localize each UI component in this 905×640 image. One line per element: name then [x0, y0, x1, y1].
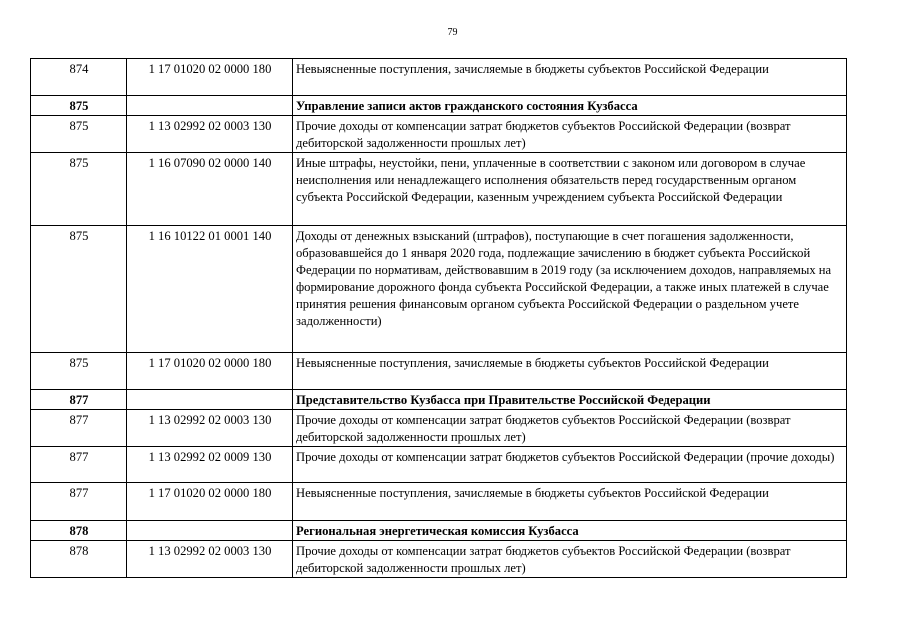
table-row [31, 447, 847, 483]
admin-code-cell: 875 [31, 226, 127, 353]
admin-code-cell: 875 [31, 153, 127, 226]
budget-code-cell [127, 521, 293, 541]
admin-code-cell: 877 [31, 447, 127, 483]
section-title-cell: Управление записи актов гражданского состояния Кузбасса [293, 96, 847, 116]
budget-code-cell: 1 13 02992 02 0003 130 [127, 410, 293, 447]
admin-code-cell: 877 [31, 410, 127, 447]
budget-code-cell: 1 13 02992 02 0003 130 [127, 541, 293, 578]
admin-code-cell: 874 [31, 59, 127, 96]
section-title-cell: Представительство Кузбасса при Правительстве Российской Федерации [293, 390, 847, 410]
budget-code-cell [127, 390, 293, 410]
revenue-name-cell: Прочие доходы от компенсации затрат бюджетов субъектов Российской Федерации (прочие доходы) [293, 447, 847, 483]
budget-code-cell [127, 96, 293, 116]
admin-code-cell: 875 [31, 353, 127, 390]
section-header-row [31, 521, 847, 541]
admin-code-cell: 875 [31, 96, 127, 116]
revenue-name-cell: Доходы от денежных взысканий (штрафов), поступающие в счет погашения задолженности, образовавшейся до 1 января 2020 года, подлежащие зачислению в бюджет субъекта Российской Федерации по нормативам, действовавшим в 2019 году (за исключением доходов, направляемых на формирование дорожного фонда субъекта Российской Федерации, а также иных платежей в случае принятия решения финансовым органом субъекта Российской Федерации о раздельном учете задолженности) [293, 226, 847, 353]
revenue-name-cell: Прочие доходы от компенсации затрат бюджетов субъектов Российской Федерации (возврат дебиторской задолженности прошлых лет) [293, 410, 847, 447]
budget-code-cell: 1 16 07090 02 0000 140 [127, 153, 293, 226]
table-row [31, 116, 847, 153]
table-row [31, 59, 847, 96]
table-row [31, 541, 847, 578]
table-row [31, 410, 847, 447]
revenue-name-cell: Невыясненные поступления, зачисляемые в бюджеты субъектов Российской Федерации [293, 59, 847, 96]
revenue-name-cell: Невыясненные поступления, зачисляемые в бюджеты субъектов Российской Федерации [293, 353, 847, 390]
section-header-row [31, 390, 847, 410]
admin-code-cell: 875 [31, 116, 127, 153]
revenue-name-cell: Прочие доходы от компенсации затрат бюджетов субъектов Российской Федерации (возврат дебиторской задолженности прошлых лет) [293, 116, 847, 153]
table-row [31, 483, 847, 521]
section-title-cell: Региональная энергетическая комиссия Кузбасса [293, 521, 847, 541]
admin-code-cell: 878 [31, 521, 127, 541]
table-row [31, 153, 847, 226]
budget-code-cell: 1 16 10122 01 0001 140 [127, 226, 293, 353]
budget-code-cell: 1 17 01020 02 0000 180 [127, 353, 293, 390]
revenue-name-cell: Невыясненные поступления, зачисляемые в бюджеты субъектов Российской Федерации [293, 483, 847, 521]
budget-code-cell: 1 13 02992 02 0009 130 [127, 447, 293, 483]
admin-code-cell: 877 [31, 483, 127, 521]
revenue-name-cell: Прочие доходы от компенсации затрат бюджетов субъектов Российской Федерации (возврат дебиторской задолженности прошлых лет) [293, 541, 847, 578]
table-row [31, 353, 847, 390]
budget-code-cell: 1 13 02992 02 0003 130 [127, 116, 293, 153]
section-header-row [31, 96, 847, 116]
revenue-name-cell: Иные штрафы, неустойки, пени, уплаченные в соответствии с законом или договором в случае неисполнения или ненадлежащего исполнения обязательств перед государственным органом субъекта Российской Федерации, казенным учреждением субъекта Российской Федерации [293, 153, 847, 226]
admin-code-cell: 878 [31, 541, 127, 578]
admin-code-cell: 877 [31, 390, 127, 410]
table-row [31, 226, 847, 353]
budget-code-cell: 1 17 01020 02 0000 180 [127, 59, 293, 96]
page-number: 79 [447, 27, 458, 38]
revenue-codes-table [30, 58, 847, 578]
budget-code-cell: 1 17 01020 02 0000 180 [127, 483, 293, 521]
